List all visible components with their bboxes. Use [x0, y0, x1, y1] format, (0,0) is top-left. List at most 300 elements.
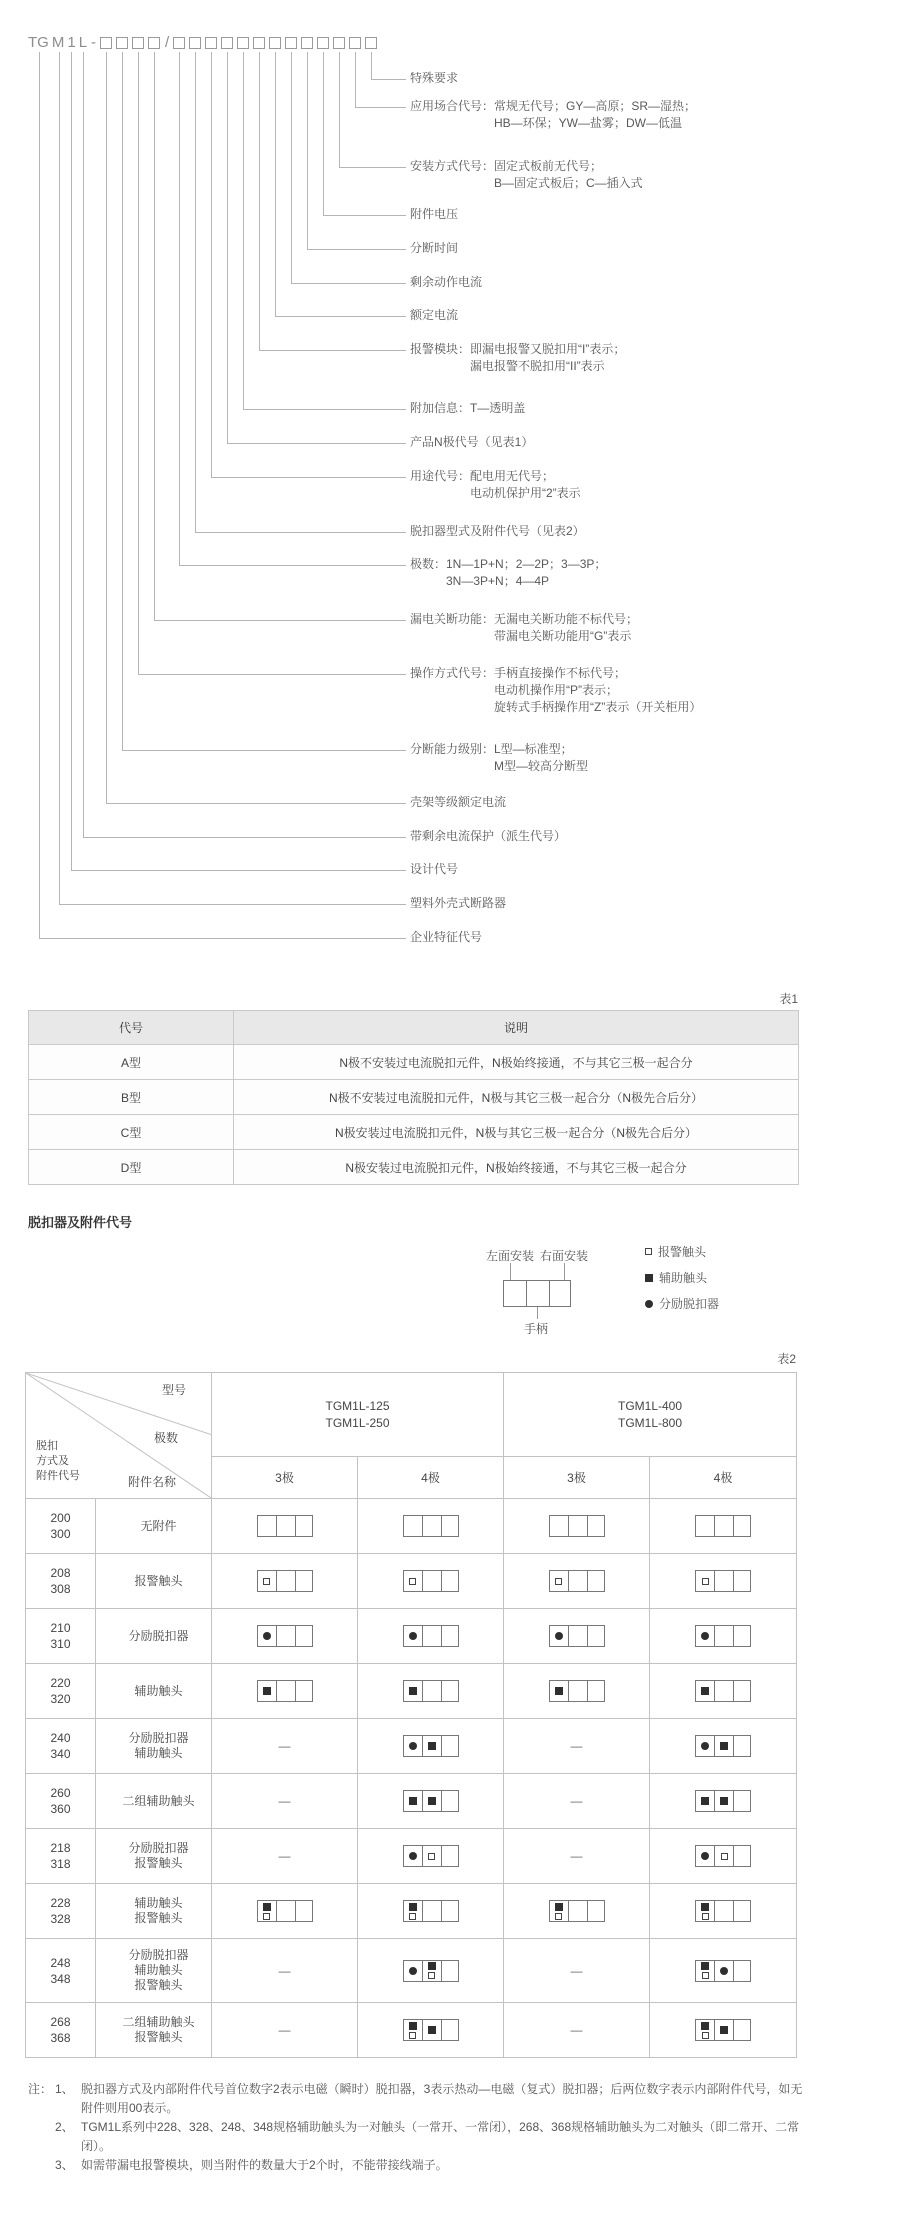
symbol-slot — [715, 1571, 733, 1591]
table2-row — [26, 1719, 797, 1774]
breaker-symbol-box — [257, 1625, 313, 1647]
decoder-label-line: 用途代号：配电用无代号； — [410, 469, 555, 483]
table2-symbol-cell — [504, 1774, 650, 1829]
decoder-label-line: 操作方式代号：手柄直接操作不标代号； — [410, 666, 627, 680]
notes-prefix: 注： — [28, 2082, 53, 2096]
table2-row — [26, 1829, 797, 1884]
table2-symbol-cell — [504, 1664, 650, 1719]
symbol-slot — [715, 1516, 733, 1536]
breaker-symbol-box — [403, 1960, 459, 1982]
aux-contact-symbol — [701, 1687, 709, 1695]
decoder-label-line: 塑料外壳式断路器 — [410, 896, 507, 910]
shunt-release-symbol — [555, 1632, 563, 1640]
symbol-slot — [442, 1901, 460, 1921]
aux-contact-symbol — [555, 1903, 563, 1911]
symbol-slot — [423, 1626, 441, 1646]
symbol-slot — [696, 1736, 714, 1756]
code-box — [317, 37, 329, 49]
symbol-slot — [258, 1681, 276, 1701]
symbol-slot — [715, 1626, 733, 1646]
aux-contact-symbol — [409, 1903, 417, 1911]
decoder-label — [410, 861, 458, 878]
decoder-connector-line — [106, 52, 107, 803]
decoder-label — [410, 611, 638, 645]
corner-label-trip-code: 脱扣 方式及 附件代号 — [36, 1440, 80, 1482]
decoder-connector-line — [243, 52, 244, 409]
symbol-slot — [569, 1516, 587, 1536]
symbol-slot — [423, 1846, 441, 1866]
not-available-dash: — — [570, 1963, 583, 1978]
symbol-slot — [442, 1681, 460, 1701]
symbol-slot — [277, 1681, 295, 1701]
note-item — [55, 2156, 806, 2175]
breaker-symbol-box — [695, 1900, 751, 1922]
table2-symbol-cell — [358, 1719, 504, 1774]
symbol-slot — [404, 1791, 422, 1811]
symbol-slot — [715, 1961, 733, 1981]
aux-contact-symbol — [263, 1687, 271, 1695]
decoder-connector-line — [179, 565, 406, 566]
symbol-slot — [404, 1571, 422, 1591]
decoder-label-line: 电动机保护用“2”表示 — [470, 486, 581, 500]
table1-header-row — [29, 1011, 799, 1045]
table1-header-cell: 代号 — [29, 1011, 234, 1045]
breaker-symbol-box — [257, 1680, 313, 1702]
decoder-connector-line — [122, 52, 123, 750]
accessory-section-heading: 脱扣器及附件代号 — [28, 1215, 133, 1230]
breaker-symbol-box — [403, 1790, 459, 1812]
alarm-contact-symbol — [555, 1913, 562, 1920]
table2-symbol-cell — [650, 1554, 797, 1609]
decoder-label-line: 应用场合代号：常规无代号；GY—高原；SR—湿热； — [410, 99, 697, 113]
symbol-slot — [423, 2020, 441, 2040]
not-available-dash: — — [570, 1739, 583, 1753]
decoder-label-line: 额定电流 — [410, 308, 459, 322]
table1-cell: B型 — [29, 1080, 234, 1115]
alarm-contact-symbol — [428, 1972, 435, 1979]
code-dash: - — [91, 34, 97, 51]
alarm-contact-symbol — [428, 1853, 435, 1860]
symbol-slot — [734, 1626, 752, 1646]
table2-pole-cell: 3极 — [212, 1457, 358, 1499]
breaker-symbol-box — [403, 1900, 459, 1922]
aux-contact-symbol — [555, 1687, 563, 1695]
symbol-slot — [258, 1571, 276, 1591]
breaker-symbol-box — [257, 1570, 313, 1592]
table2-code-cell: 208 308 — [26, 1554, 96, 1609]
aux-contact-symbol — [720, 1797, 728, 1805]
right-mount-label: 右面安装 — [540, 1249, 589, 1263]
breaker-symbol-box — [695, 1680, 751, 1702]
leader-line — [510, 1263, 511, 1280]
table2-code-cell: 268 368 — [26, 2003, 96, 2058]
not-available-dash: — — [570, 1849, 583, 1863]
table2-symbol-cell — [358, 1664, 504, 1719]
code-box — [333, 37, 345, 49]
shunt-release-symbol — [263, 1632, 271, 1640]
decoder-label — [410, 70, 458, 87]
symbol-slot — [550, 1571, 568, 1591]
table2-row — [26, 1664, 797, 1719]
table2-row — [26, 1554, 797, 1609]
notes — [28, 2080, 806, 2175]
breaker-symbol-box — [549, 1680, 605, 1702]
aux-contact-symbol — [409, 2022, 417, 2030]
decoder-label — [410, 400, 525, 417]
decoder-connector-line — [323, 52, 324, 215]
table2-code-cell: 210 310 — [26, 1609, 96, 1664]
code-box — [301, 37, 313, 49]
table2-symbol-cell — [650, 1719, 797, 1774]
legend-label: 分励脱扣器 — [659, 1297, 720, 1311]
decoder-connector-line — [154, 620, 406, 621]
symbol-slot — [404, 1626, 422, 1646]
decoder-label — [410, 98, 696, 132]
not-available-dash: — — [278, 1794, 291, 1808]
table2-symbol-cell — [650, 1829, 797, 1884]
decoder-connector-line — [195, 52, 196, 532]
table1-row — [29, 1045, 799, 1080]
aux-contact-symbol — [645, 1274, 653, 1282]
table2-symbol-cell — [650, 1939, 797, 2003]
decoder-label-line: M型—较高分断型 — [494, 759, 588, 773]
symbol-slot — [442, 2020, 460, 2040]
aux-contact-symbol — [701, 2022, 709, 2030]
shunt-release-symbol — [645, 1300, 653, 1308]
decoder-connector-line — [211, 52, 212, 477]
decoder-label-line: 电动机操作用“P”表示； — [494, 683, 618, 697]
table2-code-cell: 260 360 — [26, 1774, 96, 1829]
left-mount-label: 左面安装 — [486, 1249, 535, 1263]
table1-row — [29, 1080, 799, 1115]
symbol-slot — [296, 1571, 314, 1591]
handle-label: 手柄 — [524, 1322, 549, 1336]
decoder-connector-line — [39, 52, 40, 938]
table2-symbol-cell — [358, 1609, 504, 1664]
corner-label-model: 型号 — [162, 1383, 187, 1397]
aux-contact-symbol — [701, 1797, 709, 1805]
code-box — [269, 37, 281, 49]
symbol-slot — [258, 1626, 276, 1646]
symbol-slot — [277, 1516, 295, 1536]
symbol-slot — [715, 1681, 733, 1701]
symbol-slot — [734, 1901, 752, 1921]
decoder-label — [410, 895, 506, 912]
symbol-slot — [696, 1901, 714, 1921]
symbol-slot — [696, 1961, 714, 1981]
table2-accessory-name-cell: 分励脱扣器 — [96, 1609, 212, 1664]
table1-cell: N极不安装过电流脱扣元件，N极与其它三极一起合分（N极先合后分） — [234, 1080, 799, 1115]
aux-contact-symbol — [428, 1797, 436, 1805]
decoder-label — [410, 240, 458, 257]
decoder-label-line: 脱扣器型式及附件代号（见表2） — [410, 524, 585, 538]
aux-contact-symbol — [428, 2026, 436, 2034]
decoder-label-line: 带漏电关断功能用“G”表示 — [494, 629, 632, 643]
table2-symbol-cell — [504, 1719, 650, 1774]
aux-contact-symbol — [409, 1687, 417, 1695]
decoder-label-line: 特殊要求 — [410, 71, 459, 85]
decoder-label-line: 分断时间 — [410, 241, 459, 255]
decoder-connector-line — [83, 837, 406, 838]
aux-contact-symbol — [428, 1742, 436, 1750]
code-letter: M — [51, 34, 65, 51]
symbol-slot — [734, 1791, 752, 1811]
decoder-connector-line — [59, 52, 60, 904]
decoder-label-line: 分断能力级别：L型—标准型； — [410, 742, 573, 756]
breaker-symbol-box — [695, 1845, 751, 1867]
legend-label: 报警触头 — [658, 1245, 707, 1259]
not-available-dash: — — [570, 1794, 583, 1808]
breaker-symbol-box — [695, 1570, 751, 1592]
decoder-connector-line — [227, 52, 228, 443]
table2-symbol-cell — [504, 1939, 650, 2003]
symbol-slot — [296, 1626, 314, 1646]
table2-symbol-cell — [212, 2003, 358, 2058]
symbol-slot — [715, 2020, 733, 2040]
symbol-slot — [404, 1961, 422, 1981]
breaker-symbol-box — [549, 1625, 605, 1647]
symbol-slot — [588, 1571, 606, 1591]
code-box — [253, 37, 265, 49]
table2-symbol-cell — [650, 1774, 797, 1829]
table2-symbol-cell — [650, 2003, 797, 2058]
symbol-slot — [296, 1901, 314, 1921]
alarm-contact-symbol — [645, 1248, 652, 1255]
breaker-symbol-box — [403, 1845, 459, 1867]
symbol-slot — [442, 1791, 460, 1811]
breaker-symbol-box — [549, 1900, 605, 1922]
decoder-label — [410, 434, 533, 451]
symbol-slot — [404, 1901, 422, 1921]
legend-item — [645, 1269, 719, 1286]
symbol-slot — [404, 1681, 422, 1701]
shunt-release-symbol — [409, 1852, 417, 1860]
code-box — [116, 37, 128, 49]
table2-code-cell: 218 318 — [26, 1829, 96, 1884]
symbol-slot — [442, 1571, 460, 1591]
decoder-connector-line — [211, 477, 406, 478]
legend-item — [645, 1295, 719, 1312]
symbol-slot — [423, 1736, 441, 1756]
table2-row — [26, 1609, 797, 1664]
shunt-release-symbol — [720, 1967, 728, 1975]
breaker-symbol-box — [403, 1680, 459, 1702]
decoder-connector-line — [339, 52, 340, 167]
decoder-label — [410, 158, 643, 192]
symbol-slot — [715, 1901, 733, 1921]
breaker-symbol-box — [549, 1570, 605, 1592]
table2-code-cell: 220 320 — [26, 1664, 96, 1719]
leader-line — [564, 1263, 565, 1280]
table1-cell: N极安装过电流脱扣元件，N极与其它三极一起合分（N极先合后分） — [234, 1115, 799, 1150]
breaker-symbol-box — [403, 1570, 459, 1592]
table2-symbol-cell — [504, 2003, 650, 2058]
symbol-slot — [277, 1626, 295, 1646]
decoder-connector-line — [259, 350, 406, 351]
compartment-divider — [549, 1281, 550, 1306]
decoder-label — [410, 523, 585, 540]
symbol-slot — [277, 1901, 295, 1921]
table2-symbol-cell — [504, 1884, 650, 1939]
table2-symbol-cell — [212, 1499, 358, 1554]
table2-symbol-cell — [212, 1774, 358, 1829]
decoder-label-line: 设计代号 — [410, 862, 459, 876]
note-item — [55, 2080, 806, 2118]
symbol-slot — [588, 1901, 606, 1921]
table2-accessory-name-cell: 二组辅助触头 报警触头 — [96, 2003, 212, 2058]
table1-row — [29, 1115, 799, 1150]
code-box — [173, 37, 185, 49]
code-box — [189, 37, 201, 49]
not-available-dash: — — [570, 2023, 583, 2037]
decoder-connector-line — [259, 52, 260, 350]
leader-line — [537, 1307, 538, 1319]
symbol-slot — [569, 1681, 587, 1701]
alarm-contact-symbol — [702, 1972, 709, 1979]
table2-symbol-cell — [358, 2003, 504, 2058]
table2-symbol-cell — [504, 1554, 650, 1609]
note-item — [55, 2118, 806, 2156]
symbol-slot — [734, 2020, 752, 2040]
decoder-connector-line — [59, 904, 406, 905]
symbol-slot — [404, 2020, 422, 2040]
aux-contact-symbol — [263, 1903, 271, 1911]
symbol-slot — [734, 1516, 752, 1536]
table2-code-cell: 200 300 — [26, 1499, 96, 1554]
note-number: 2、 — [55, 2120, 74, 2134]
decoder-connector-line — [275, 316, 406, 317]
decoder-label-line: 附加信息：T—透明盖 — [410, 401, 526, 415]
decoder-label — [410, 794, 506, 811]
code-box — [349, 37, 361, 49]
table2-symbol-cell — [212, 1884, 358, 1939]
symbol-slot — [569, 1571, 587, 1591]
not-available-dash: — — [278, 1849, 291, 1863]
symbol-slot — [715, 1846, 733, 1866]
code-box — [100, 37, 112, 49]
decoder-connector-line — [154, 52, 155, 620]
decoder-connector-line — [307, 249, 406, 250]
decoder-label — [410, 556, 606, 590]
symbol-slot — [550, 1681, 568, 1701]
symbol-slot — [423, 1961, 441, 1981]
trip-accessory-table — [25, 1372, 797, 2058]
table2-corner-cell — [26, 1373, 212, 1499]
decoder-connector-line — [179, 52, 180, 565]
table1-cell: D型 — [29, 1150, 234, 1185]
code-box — [205, 37, 217, 49]
decoder-connector-line — [243, 409, 406, 410]
breaker-body-diagram — [503, 1280, 571, 1307]
not-available-dash: — — [278, 2023, 291, 2037]
decoder-connector-line — [371, 52, 372, 79]
symbol-legend — [645, 1243, 719, 1321]
decoder-label — [410, 206, 458, 223]
table2-row — [26, 1884, 797, 1939]
decoder-connector-line — [227, 443, 406, 444]
code-box — [132, 37, 144, 49]
table1-cell: C型 — [29, 1115, 234, 1150]
table2-accessory-name-cell: 分励脱扣器 报警触头 — [96, 1829, 212, 1884]
table2-accessory-name-cell: 辅助触头 — [96, 1664, 212, 1719]
table2-symbol-cell — [504, 1829, 650, 1884]
aux-contact-symbol — [720, 1742, 728, 1750]
symbol-slot — [296, 1516, 314, 1536]
code-box — [221, 37, 233, 49]
alarm-contact-symbol — [263, 1913, 270, 1920]
table2-row — [26, 2003, 797, 2058]
symbol-slot — [423, 1681, 441, 1701]
decoder-label-line: 壳架等级额定电流 — [410, 795, 507, 809]
table2-pole-cell: 4极 — [358, 1457, 504, 1499]
compartment-divider — [526, 1281, 527, 1306]
table2-accessory-name-cell: 辅助触头 报警触头 — [96, 1884, 212, 1939]
decoder-label-line: 漏电报警不脱扣用“II”表示 — [470, 359, 605, 373]
breaker-symbol-box — [549, 1515, 605, 1537]
breaker-symbol-box — [695, 2019, 751, 2041]
decoder-connector-line — [138, 674, 406, 675]
table2-model-row — [26, 1373, 797, 1457]
alarm-contact-symbol — [409, 1578, 416, 1585]
table2-symbol-cell — [650, 1884, 797, 1939]
aux-contact-symbol — [720, 2026, 728, 2034]
table2-symbol-cell — [358, 1554, 504, 1609]
table2-symbol-cell — [504, 1499, 650, 1554]
symbol-slot — [404, 1516, 422, 1536]
decoder-label-line: 企业特征代号 — [410, 930, 483, 944]
table1-header-cell: 说明 — [234, 1011, 799, 1045]
table2-symbol-cell — [504, 1609, 650, 1664]
decoder-label — [410, 341, 625, 375]
table2-row — [26, 1499, 797, 1554]
alarm-contact-symbol — [702, 1913, 709, 1920]
symbol-slot — [696, 1571, 714, 1591]
decoder-connector-line — [371, 79, 406, 80]
symbol-slot — [734, 1681, 752, 1701]
breaker-symbol-box — [695, 1625, 751, 1647]
decoder-label-line: 3N—3P+N；4—4P — [446, 574, 550, 588]
symbol-slot — [258, 1901, 276, 1921]
symbol-slot — [550, 1626, 568, 1646]
symbol-slot — [588, 1626, 606, 1646]
decoder-label-line: 漏电关断功能：无漏电关断功能不标代号； — [410, 612, 639, 626]
table2-symbol-cell — [358, 1939, 504, 2003]
table1-cell: N极安装过电流脱扣元件，N极始终接通，不与其它三极一起合分 — [234, 1150, 799, 1185]
table2-code-cell: 248 348 — [26, 1939, 96, 2003]
not-available-dash: — — [278, 1739, 291, 1753]
decoder-connector-line — [355, 107, 406, 108]
table2-accessory-name-cell: 报警触头 — [96, 1554, 212, 1609]
decoder-label-line: 附件电压 — [410, 207, 459, 221]
symbol-slot — [734, 1571, 752, 1591]
alarm-contact-symbol — [263, 1578, 270, 1585]
breaker-symbol-box — [695, 1515, 751, 1537]
decoder-connector-line — [195, 532, 406, 533]
alarm-contact-symbol — [702, 2032, 709, 2039]
decoder-connector-line — [307, 52, 308, 249]
table2-row — [26, 1939, 797, 2003]
decoder-label — [410, 665, 701, 716]
table2-symbol-cell — [650, 1664, 797, 1719]
note-text: 如需带漏电报警模块，则当附件的数量大于2个时，不能带接线端子。 — [81, 2158, 448, 2172]
corner-label-poles: 极数 — [154, 1431, 179, 1445]
table2-code-cell: 228 328 — [26, 1884, 96, 1939]
legend-label: 辅助触头 — [659, 1271, 708, 1285]
alarm-contact-symbol — [409, 2032, 416, 2039]
alarm-contact-symbol — [702, 1578, 709, 1585]
table2-accessory-name-cell: 无附件 — [96, 1499, 212, 1554]
decoder-connector-line — [122, 750, 406, 751]
